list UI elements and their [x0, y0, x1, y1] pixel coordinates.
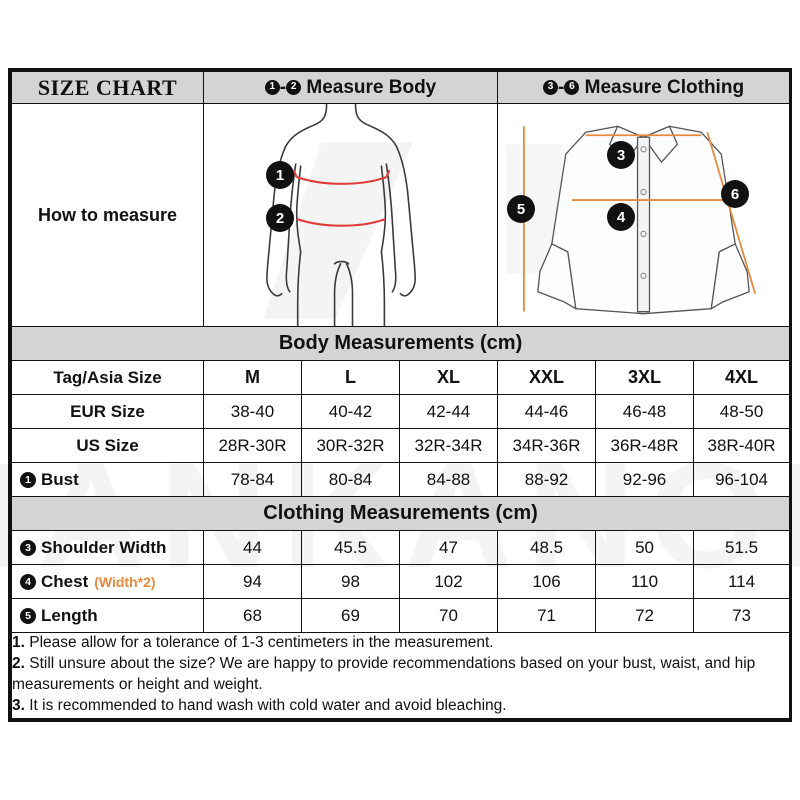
measure-body-header-cell: [204, 72, 498, 104]
row-label-us-size: [12, 429, 204, 463]
note-item: [12, 696, 789, 716]
table-row: [12, 565, 790, 599]
row-label-chest: [12, 565, 204, 599]
marker-dash: -: [279, 76, 287, 98]
marker-dash-2: -: [558, 76, 565, 98]
tag-asia-size-label-cell: [12, 361, 204, 395]
body-illustration-cell: [204, 104, 498, 327]
table-cell: 102: [400, 565, 498, 599]
row-badge-4-icon: 4: [20, 574, 36, 590]
measure-clothing-label: Measure Clothing: [584, 76, 745, 98]
table-cell: 48-50: [694, 395, 790, 429]
row-label-text: Length: [41, 605, 98, 625]
table-cell: 42-44: [400, 395, 498, 429]
body-figure-svg: [204, 104, 497, 326]
size-column-header: XXL: [498, 361, 596, 395]
table-cell: 71: [498, 599, 596, 633]
table-cell: 44-46: [498, 395, 596, 429]
measure-clothing-header-cell: [498, 72, 790, 104]
body-illustration: [204, 104, 497, 326]
table-cell: 50: [596, 531, 694, 565]
how-to-measure-cell: [12, 104, 204, 327]
table-cell: 96-104: [694, 463, 790, 497]
clothing-measurements-band-row: [12, 497, 790, 531]
table-cell: 92-96: [596, 463, 694, 497]
shirt-illustration: [498, 104, 789, 326]
row-badge-3-icon: 3: [20, 540, 36, 556]
body-measurements-title-cell: [12, 327, 790, 361]
table-cell: 70: [400, 599, 498, 633]
table-row: [12, 463, 790, 497]
table-cell: 78-84: [204, 463, 302, 497]
table-cell: 38R-40R: [694, 429, 790, 463]
size-chart-title: SIZE CHART: [37, 74, 178, 100]
table-cell: 34R-36R: [498, 429, 596, 463]
body-marker-1-icon: 1: [267, 162, 293, 188]
table-cell: 72: [596, 599, 694, 633]
table-row: [12, 429, 790, 463]
table-cell: 80-84: [302, 463, 400, 497]
table-cell: 44: [204, 531, 302, 565]
marker-badge-6-icon: 6: [564, 80, 579, 95]
table-cell: 88-92: [498, 463, 596, 497]
measure-body-label: Measure Body: [306, 76, 437, 98]
row-badge-5-icon: 5: [20, 608, 36, 624]
size-column-header: M: [204, 361, 302, 395]
note-text: Still unsure about the size? We are happy to provide recommendations based on your bust, waist, and hip measurements or height and weight.: [12, 655, 756, 693]
size-column-header: L: [302, 361, 400, 395]
table-cell: 45.5: [302, 531, 400, 565]
chart-header-row: [12, 72, 790, 104]
marker-badge-2-icon: 2: [286, 80, 301, 95]
shirt-figure-svg: [498, 104, 789, 326]
table-cell: 48.5: [498, 531, 596, 565]
table-cell: 114: [694, 565, 790, 599]
table-cell: 73: [694, 599, 790, 633]
table-cell: 30R-32R: [302, 429, 400, 463]
body-measurements-title: Body Measurements (cm): [278, 332, 523, 354]
table-cell: 84-88: [400, 463, 498, 497]
note-item: [12, 654, 789, 695]
size-column-header: XL: [400, 361, 498, 395]
row-label-shoulder-width: [12, 531, 204, 565]
clothing-measurements-title-cell: [12, 497, 790, 531]
shirt-marker-5-icon: 5: [508, 196, 534, 222]
note-number: 1.: [12, 634, 25, 651]
note-number: 3.: [12, 697, 25, 715]
row-label-text: Shoulder Width: [41, 537, 167, 557]
table-cell: 28R-30R: [204, 429, 302, 463]
measure-clothing-header: [543, 77, 744, 98]
size-chart-title-cell: [12, 72, 204, 104]
size-column-header: 4XL: [694, 361, 790, 395]
notes-cell: [12, 633, 790, 719]
shirt-outline: [538, 126, 749, 313]
shirt-marker-3-icon: 3: [608, 142, 634, 168]
tag-asia-size-label: Tag/Asia Size: [53, 367, 162, 387]
row-label-length: [12, 599, 204, 633]
row-label-eur-size: [12, 395, 204, 429]
table-cell: 32R-34R: [400, 429, 498, 463]
table-cell: 69: [302, 599, 400, 633]
row-label-text: Chest: [41, 571, 89, 591]
table-cell: 46-48: [596, 395, 694, 429]
size-columns-header-row: [12, 361, 790, 395]
table-cell: 94: [204, 565, 302, 599]
row-label-bust: [12, 463, 204, 497]
shirt-marker-6-icon: 6: [722, 181, 748, 207]
shirt-illustration-cell: [498, 104, 790, 327]
clothing-measurements-title: Clothing Measurements (cm): [263, 502, 538, 524]
row-label-text: EUR Size: [70, 401, 145, 421]
row-badge-1-icon: 1: [20, 472, 36, 488]
shirt-marker-4-icon: 4: [608, 204, 634, 230]
note-text: It is recommended to hand wash with cold water and avoid bleaching.: [24, 697, 507, 715]
table-cell: 51.5: [694, 531, 790, 565]
marker-badge-3-icon: 3: [543, 80, 558, 95]
notes-row: [12, 633, 790, 719]
marker-badge-1-icon: 1: [265, 80, 280, 95]
chest-suffix-note: (Width*2): [94, 573, 156, 590]
note-text: Please allow for a tolerance of 1-3 centimeters in the measurement.: [24, 634, 494, 651]
table-cell: 36R-48R: [596, 429, 694, 463]
body-marker-2-icon: 2: [267, 205, 293, 231]
body-measurements-band-row: [12, 327, 790, 361]
note-item: [12, 633, 789, 653]
table-cell: 40-42: [302, 395, 400, 429]
table-cell: 98: [302, 565, 400, 599]
table-row: [12, 531, 790, 565]
table-cell: 47: [400, 531, 498, 565]
measure-body-header: [265, 77, 436, 98]
table-row: [12, 395, 790, 429]
table-cell: 106: [498, 565, 596, 599]
table-cell: 38-40: [204, 395, 302, 429]
size-column-header: 3XL: [596, 361, 694, 395]
row-label-text: Bust: [41, 469, 79, 489]
table-cell: 68: [204, 599, 302, 633]
size-chart-table-frame: [8, 68, 792, 722]
size-chart-table: [11, 71, 790, 719]
note-number: 2.: [12, 655, 25, 673]
how-to-measure-label: How to measure: [37, 204, 178, 225]
table-row: [12, 599, 790, 633]
table-cell: 110: [596, 565, 694, 599]
illustration-row: [12, 104, 790, 327]
row-label-text: US Size: [76, 435, 139, 455]
